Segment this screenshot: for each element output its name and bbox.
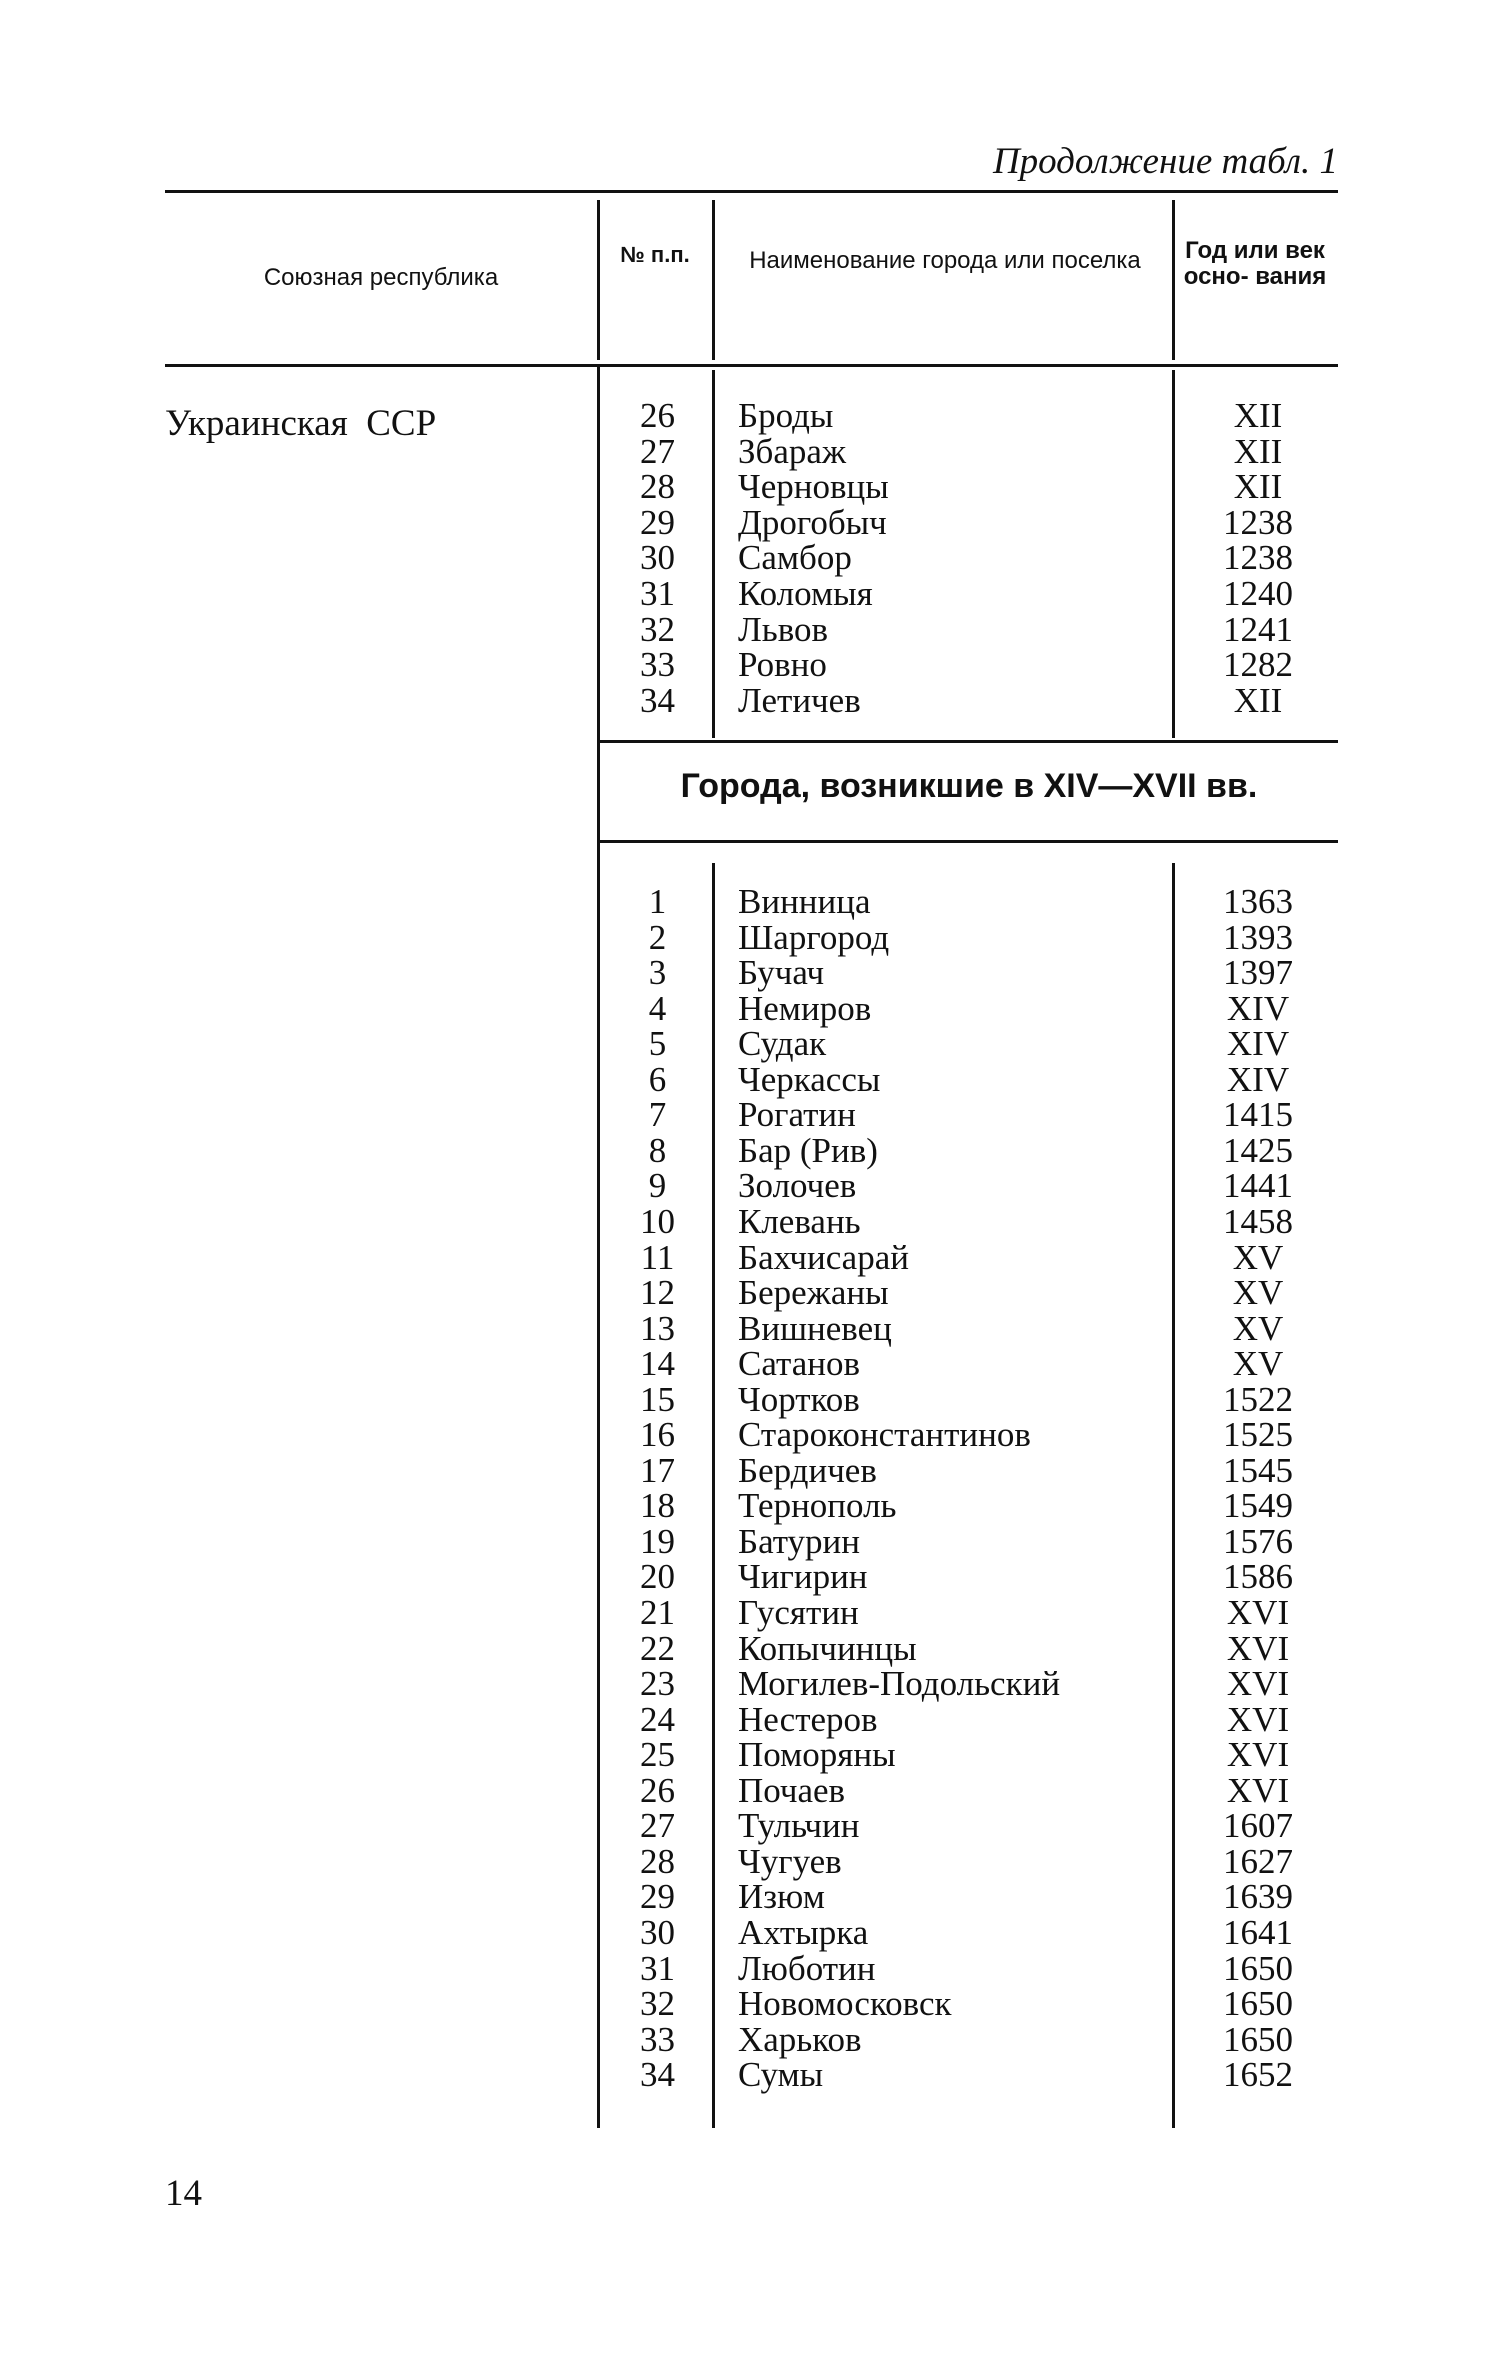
city-name: Поморяны [738, 1735, 896, 1775]
row-number: 17 [640, 1450, 675, 1490]
city-name: Староконстантинов [738, 1415, 1031, 1455]
row-number: 18 [640, 1486, 675, 1526]
city-name: Черкассы [738, 1059, 881, 1099]
city-name: Харьков [738, 2019, 862, 2059]
row-number: 14 [640, 1344, 675, 1384]
city-name: Дрогобыч [738, 502, 887, 542]
city-name: Самбор [738, 538, 852, 578]
row-number: 30 [640, 1912, 675, 1952]
city-name: Бережаны [738, 1273, 889, 1313]
founding-year: 1238 [1223, 538, 1293, 578]
row-number: 29 [640, 502, 675, 542]
city-name: Бучач [738, 953, 825, 993]
table-row [0, 680, 1501, 720]
founding-year: 1641 [1223, 1912, 1293, 1952]
table-row [0, 540, 1501, 576]
founding-year: 1238 [1223, 502, 1293, 542]
city-name: Почаев [738, 1770, 846, 1810]
row-number: 34 [640, 2055, 675, 2095]
row-number: 16 [640, 1415, 675, 1455]
row-number: 10 [640, 1201, 675, 1241]
founding-year: XVI [1226, 1628, 1290, 1668]
row-number: 25 [640, 1735, 675, 1775]
city-name: Броды [738, 396, 834, 435]
header-republic: Союзная республика [263, 264, 499, 291]
city-name: Сумы [738, 2055, 824, 2095]
founding-year: XVI [1226, 1664, 1290, 1704]
city-name: Копычинцы [738, 1628, 917, 1668]
founding-year: 1240 [1223, 574, 1293, 613]
founding-year: 1397 [1223, 953, 1293, 993]
row-number: 8 [648, 1130, 667, 1170]
table-row [0, 1628, 1501, 1668]
section2-title: Города, возникшие в XIV—XVII вв. [680, 767, 1258, 805]
city-name: Люботин [738, 1948, 876, 1988]
row-number: 30 [640, 538, 675, 578]
table-row [0, 917, 1501, 957]
row-number: 27 [640, 431, 675, 471]
table-row [0, 1841, 1501, 1881]
city-name: Нестеров [738, 1699, 878, 1739]
table-top-rule [165, 190, 1338, 193]
row-number: 15 [640, 1379, 675, 1419]
table-row [0, 1346, 1501, 1382]
founding-year: XII [1233, 467, 1283, 507]
table-row [0, 431, 1501, 471]
founding-year: 1441 [1223, 1166, 1293, 1206]
founding-year: 1650 [1223, 1984, 1293, 2024]
row-number: 23 [640, 1664, 675, 1704]
republic-name: Украинская ССР [165, 403, 437, 444]
table-row [0, 1488, 1501, 1524]
row-number: 26 [640, 1770, 675, 1810]
row-number: 28 [640, 1841, 675, 1881]
table-row [0, 955, 1501, 991]
header-divider-2 [712, 200, 715, 360]
founding-year: 1652 [1223, 2055, 1293, 2095]
city-name: Бердичев [738, 1450, 877, 1490]
row-number: 3 [648, 953, 667, 993]
city-name: Бахчисарай [738, 1237, 909, 1277]
founding-year: 1607 [1223, 1806, 1293, 1846]
table-row [0, 1986, 1501, 2022]
city-name: Ровно [738, 645, 827, 685]
row-number: 21 [640, 1593, 675, 1632]
founding-year: XII [1233, 680, 1283, 720]
founding-year: XIV [1226, 988, 1290, 1028]
city-name: Сатанов [738, 1344, 860, 1384]
header-year: Год или век осно- вания [1183, 237, 1327, 290]
table-row [0, 1237, 1501, 1277]
row-number: 31 [640, 1948, 675, 1988]
table-row [0, 576, 1501, 612]
city-name: Бар (Рив) [738, 1130, 878, 1170]
city-name: Вишневец [738, 1308, 892, 1348]
row-number: 13 [640, 1308, 675, 1348]
row-number: 1 [648, 882, 667, 921]
row-number: 7 [648, 1095, 667, 1135]
city-name: Батурин [738, 1521, 861, 1561]
table-row [0, 1666, 1501, 1702]
table-row [0, 1201, 1501, 1241]
row-number: 26 [640, 396, 675, 435]
founding-year: XII [1233, 396, 1283, 435]
founding-year: 1650 [1223, 2019, 1293, 2059]
row-number: 11 [640, 1237, 675, 1277]
table-row [0, 1379, 1501, 1419]
row-number: 32 [640, 609, 675, 649]
table-row [0, 1912, 1501, 1952]
city-name: Коломыя [738, 574, 873, 613]
table-row [0, 1168, 1501, 1204]
table-row [0, 1450, 1501, 1490]
row-number: 4 [648, 988, 667, 1028]
table-row [0, 502, 1501, 542]
table-row [0, 647, 1501, 683]
table-row [0, 1275, 1501, 1311]
founding-year: 1241 [1223, 609, 1293, 649]
city-name: Черновцы [738, 467, 889, 507]
founding-year: XIV [1226, 1059, 1290, 1099]
city-name: Ахтырка [738, 1912, 869, 1952]
row-number: 31 [640, 574, 675, 613]
founding-year: 1525 [1223, 1415, 1293, 1455]
founding-year: 1522 [1223, 1379, 1293, 1419]
founding-year: XVI [1226, 1593, 1290, 1632]
row-number: 2 [648, 917, 667, 957]
city-name: Золочев [738, 1166, 857, 1206]
founding-year: XV [1232, 1308, 1284, 1348]
table-row [0, 1417, 1501, 1453]
founding-year: XII [1233, 431, 1283, 471]
founding-year: 1458 [1223, 1201, 1293, 1241]
city-name: Гусятин [738, 1593, 859, 1632]
city-name: Рогатин [738, 1095, 856, 1135]
section-title-top-rule [600, 740, 1338, 743]
header-bottom-rule [165, 364, 1338, 367]
table-row [0, 1595, 1501, 1631]
table-row [0, 1521, 1501, 1561]
section-title-bottom-rule [600, 840, 1338, 843]
founding-year: XV [1232, 1237, 1284, 1277]
header-city: Наименование города или поселка [749, 247, 1141, 274]
row-number: 33 [640, 2019, 675, 2059]
city-name: Судак [738, 1024, 827, 1064]
page-number: 14 [165, 2173, 202, 2214]
row-number: 20 [640, 1557, 675, 1597]
table-row [0, 1130, 1501, 1170]
row-number: 6 [648, 1059, 667, 1099]
city-name: Летичев [738, 680, 861, 720]
row-number: 33 [640, 645, 675, 685]
table-row [0, 1097, 1501, 1133]
row-number: 5 [648, 1024, 667, 1064]
table-row [0, 1770, 1501, 1810]
table-row [0, 2019, 1501, 2059]
founding-year: 1425 [1223, 1130, 1293, 1170]
founding-year: XVI [1226, 1770, 1290, 1810]
table-row [0, 609, 1501, 649]
row-number: 22 [640, 1628, 675, 1668]
city-name: Львов [738, 609, 829, 649]
table-row [0, 469, 1501, 505]
city-name: Клевань [738, 1201, 861, 1241]
founding-year: 1393 [1223, 917, 1293, 957]
row-number: 19 [640, 1521, 675, 1561]
city-name: Збараж [738, 431, 847, 471]
continuation-title: Продолжение табл. 1 [992, 141, 1338, 182]
table-row [0, 1737, 1501, 1773]
founding-year: 1282 [1223, 645, 1293, 685]
table-row [0, 2057, 1501, 2093]
city-name: Винница [738, 882, 871, 921]
city-name: Могилев-Подольский [738, 1664, 1061, 1704]
header-divider-3 [1172, 200, 1175, 360]
table-row [0, 1808, 1501, 1844]
founding-year: 1549 [1223, 1486, 1293, 1526]
row-number: 27 [640, 1806, 675, 1846]
founding-year: XV [1232, 1273, 1284, 1313]
city-name: Изюм [738, 1877, 825, 1917]
founding-year: 1650 [1223, 1948, 1293, 1988]
table-row [0, 1026, 1501, 1062]
header-number: № п.п. [620, 242, 690, 267]
founding-year: 1363 [1223, 882, 1293, 921]
founding-year: XIV [1226, 1024, 1290, 1064]
founding-year: XVI [1226, 1735, 1290, 1775]
row-number: 34 [640, 680, 675, 720]
city-name: Чугуев [738, 1841, 842, 1881]
city-name: Тернополь [738, 1486, 897, 1526]
founding-year: 1415 [1223, 1095, 1293, 1135]
row-number: 28 [640, 467, 675, 507]
city-name: Тульчин [738, 1806, 860, 1846]
city-name: Чигирин [738, 1557, 868, 1597]
founding-year: 1639 [1223, 1877, 1293, 1917]
table-row [0, 884, 1501, 920]
table-row [0, 1308, 1501, 1348]
city-name: Новомосковск [738, 1984, 952, 2024]
table-row [0, 1059, 1501, 1099]
row-number: 12 [640, 1273, 675, 1313]
row-number: 9 [648, 1166, 667, 1206]
table-row [0, 398, 1501, 434]
table-row [0, 988, 1501, 1028]
city-name: Шаргород [738, 917, 890, 957]
row-number: 29 [640, 1877, 675, 1917]
table-row [0, 1559, 1501, 1595]
city-name: Чортков [738, 1379, 860, 1419]
founding-year: 1586 [1223, 1557, 1293, 1597]
table-row [0, 1879, 1501, 1915]
founding-year: 1627 [1223, 1841, 1293, 1881]
founding-year: 1545 [1223, 1450, 1293, 1490]
founding-year: 1576 [1223, 1521, 1293, 1561]
founding-year: XV [1232, 1344, 1284, 1384]
table-row [0, 1948, 1501, 1988]
row-number: 32 [640, 1984, 675, 2024]
header-divider-1 [597, 200, 600, 360]
city-name: Немиров [738, 988, 872, 1028]
row-number: 24 [640, 1699, 675, 1739]
founding-year: XVI [1226, 1699, 1290, 1739]
table-row [0, 1699, 1501, 1739]
